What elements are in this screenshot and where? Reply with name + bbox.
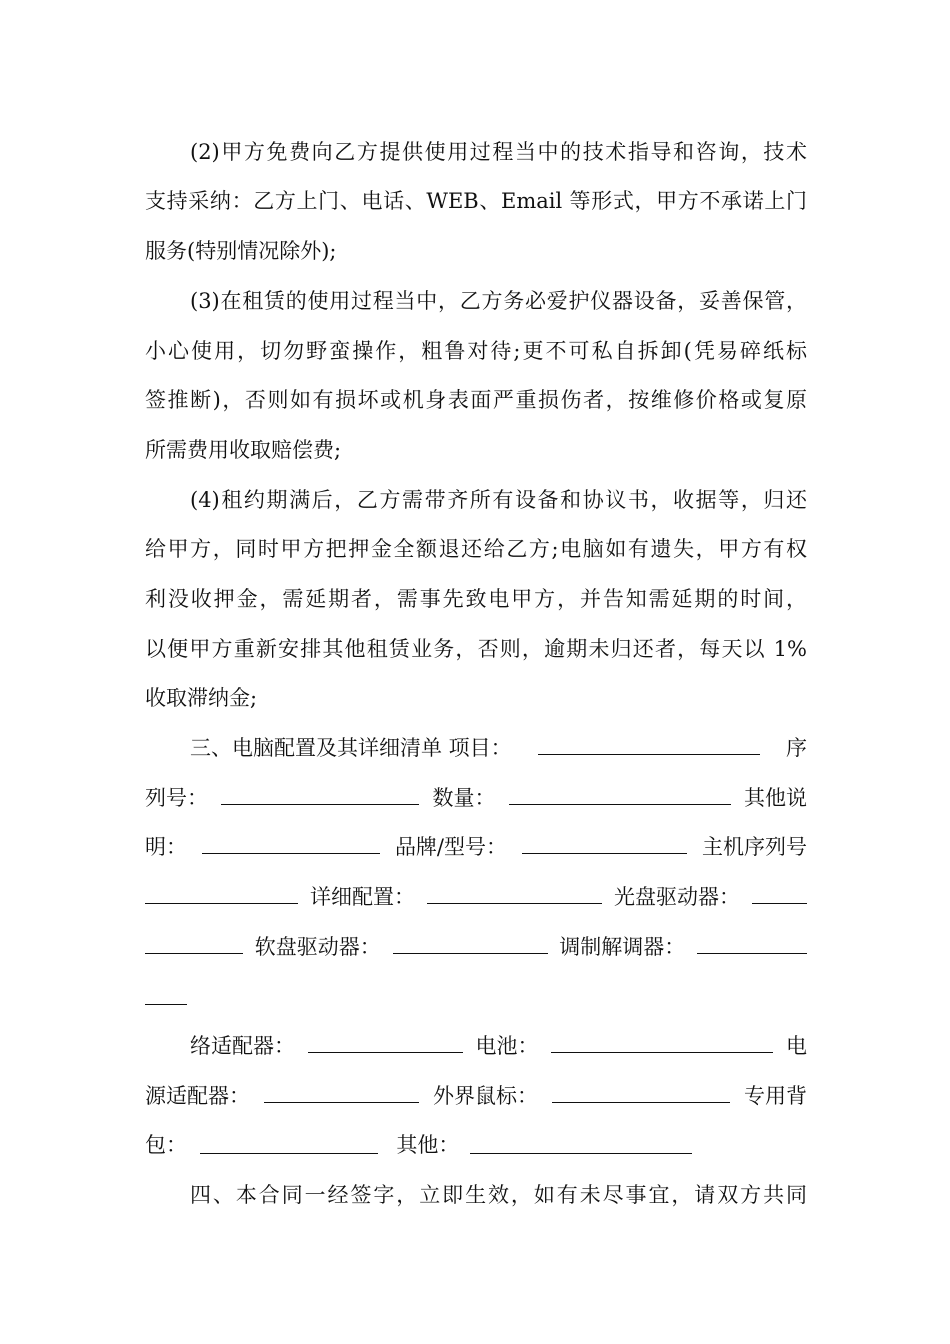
form-line	[145, 783, 807, 813]
blank-field[interactable]	[470, 1133, 692, 1154]
form-label: 包：	[145, 1133, 187, 1157]
paragraph-line: (2)甲方免费向乙方提供使用过程当中的技术指导和咨询，技术	[190, 140, 807, 164]
form-label: 络适配器：	[190, 1034, 295, 1058]
blank-field[interactable]	[551, 1032, 773, 1053]
form-label: 明：	[145, 835, 187, 859]
blank-field[interactable]	[264, 1082, 419, 1103]
blank-field[interactable]	[538, 734, 760, 755]
blank-field[interactable]	[752, 883, 807, 904]
form-line	[145, 882, 807, 912]
paragraph-line: (4)租约期满后，乙方需带齐所有设备和协议书，收据等，归还	[190, 488, 807, 512]
blank-field[interactable]	[308, 1032, 463, 1053]
form-label: 数量：	[432, 786, 496, 810]
form-line	[145, 1081, 807, 1111]
form-label: 其他：	[396, 1133, 460, 1157]
paragraph-line: 给甲方，同时甲方把押金全额退还给乙方;电脑如有遗失，甲方有权	[145, 537, 807, 561]
form-line	[145, 832, 807, 862]
form-label: 光盘驱动器：	[614, 885, 740, 909]
paragraph-line: 支持采纳：乙方上门、电话、WEB、Email 等形式，甲方不承诺上门	[145, 189, 807, 213]
paragraph-line: 以便甲方重新安排其他租赁业务，否则，逾期未归还者，每天以 1%	[145, 637, 807, 661]
paragraph-line: 收取滞纳金;	[145, 686, 258, 710]
blank-field[interactable]	[202, 833, 380, 854]
paragraph-line: 所需费用收取赔偿费;	[145, 438, 342, 462]
form-label: 品牌/型号：	[394, 835, 508, 859]
paragraph-line: 利没收押金，需延期者，需事先致电甲方，并告知需延期的时间，	[145, 587, 807, 611]
form-label: 调制解调器：	[559, 935, 686, 959]
form-line	[190, 733, 807, 763]
form-label: 软盘驱动器：	[254, 935, 381, 959]
blank-field[interactable]	[522, 833, 687, 854]
blank-field[interactable]	[221, 784, 419, 805]
form-label: 三、电脑配置及其详细清单 项目：	[190, 736, 512, 760]
form-label: 电	[786, 1034, 807, 1058]
paragraph-line: (3)在租赁的使用过程当中，乙方务必爱护仪器设备，妥善保管，	[190, 289, 807, 313]
paragraph-line: 小心使用，切勿野蛮操作，粗鲁对待;更不可私自拆卸(凭易碎纸标	[145, 339, 807, 363]
form-line	[145, 981, 807, 1011]
blank-field[interactable]	[552, 1082, 730, 1103]
form-line	[190, 1031, 807, 1061]
form-label: 主机序列号	[701, 835, 807, 859]
blank-field[interactable]	[393, 933, 548, 954]
form-label: 电池：	[475, 1034, 539, 1058]
form-label: 序	[786, 736, 807, 760]
form-label: 其他说	[744, 786, 807, 810]
blank-field[interactable]	[509, 784, 731, 805]
form-line	[145, 1130, 807, 1160]
blank-field[interactable]	[697, 933, 807, 954]
paragraph-line: 四、本合同一经签字，立即生效，如有未尽事宜，请双方共同	[190, 1183, 807, 1207]
blank-field[interactable]	[145, 933, 243, 954]
blank-field[interactable]	[145, 883, 298, 904]
blank-field[interactable]	[200, 1133, 378, 1154]
form-label: 详细配置：	[310, 885, 415, 909]
blank-field[interactable]	[145, 984, 187, 1005]
paragraph-line: 服务(特别情况除外);	[145, 239, 337, 263]
form-label: 外界鼠标：	[433, 1084, 538, 1108]
form-label: 列号：	[145, 786, 208, 810]
form-label: 专用背	[744, 1084, 807, 1108]
form-label: 源适配器：	[145, 1084, 250, 1108]
form-line	[145, 932, 807, 962]
blank-field[interactable]	[427, 883, 602, 904]
paragraph-line: 签推断)，否则如有损坏或机身表面严重损伤者，按维修价格或复原	[145, 388, 807, 412]
